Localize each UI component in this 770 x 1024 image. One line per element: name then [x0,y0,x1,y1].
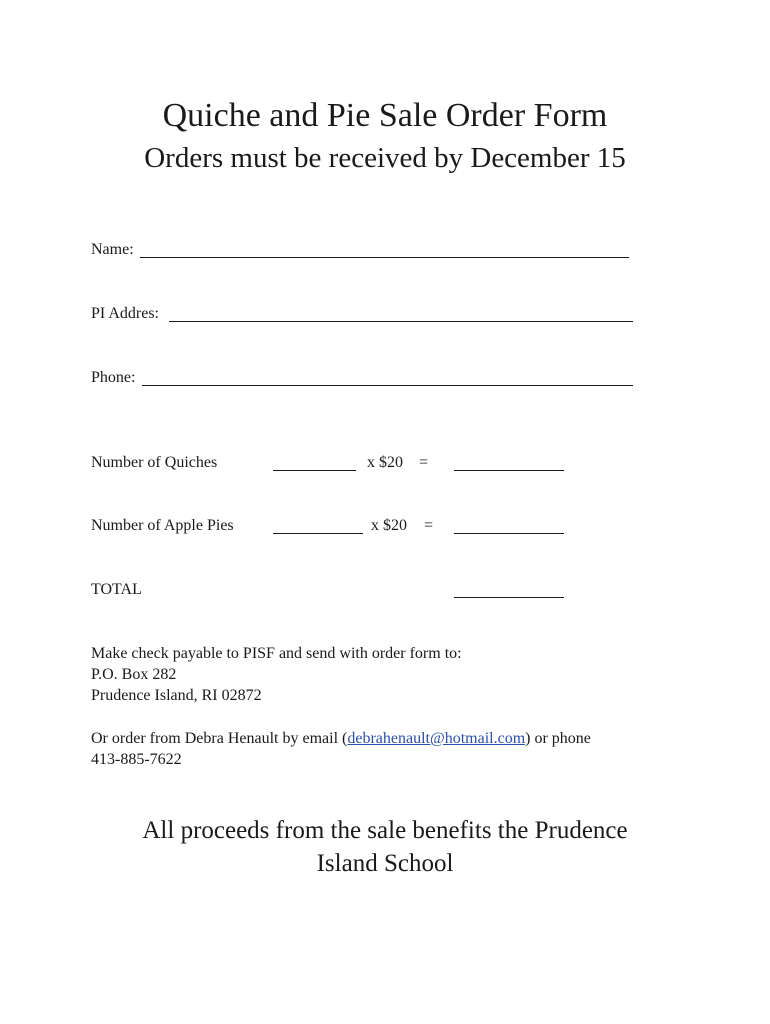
contact-line [91,728,591,749]
pie-price: x $20 [371,517,407,534]
proceeds-note-line-2: Island School [316,850,454,877]
contact-suffix: ) or phone [525,730,591,747]
phone-label: Phone: [91,369,136,386]
address-field[interactable] [169,321,633,322]
form-subtitle: Orders must be received by December 15 [144,142,626,174]
instructions-line-1: Make check payable to PISF and send with order form to: [91,645,462,662]
quiche-subtotal-field[interactable] [454,470,564,471]
proceeds-note-line-1: All proceeds from the sale benefits the Prudence [142,817,628,844]
quiche-equals: = [419,454,429,471]
mailing-address-line-1: P.O. Box 282 [91,666,177,683]
quiche-label: Number of Quiches [91,454,218,471]
pie-quantity-field[interactable] [273,533,363,534]
form-title: Quiche and Pie Sale Order Form [162,97,608,134]
email-link[interactable]: debrahenault@hotmail.com [347,730,526,747]
contact-phone: 413-885-7622 [91,751,182,768]
address-label: PI Addres: [91,305,159,322]
total-label: TOTAL [91,581,142,598]
name-field[interactable] [140,257,629,258]
quiche-quantity-field[interactable] [273,470,356,471]
proceeds-note [0,814,770,880]
contact-info [91,728,591,770]
total-field[interactable] [454,597,564,598]
pie-equals: = [424,517,434,534]
mailing-instructions [91,643,462,706]
phone-field[interactable] [142,385,633,386]
pie-label: Number of Apple Pies [91,517,234,534]
quiche-price: x $20 [367,454,403,471]
mailing-address-line-2: Prudence Island, RI 02872 [91,687,262,704]
pie-subtotal-field[interactable] [454,533,564,534]
name-label: Name: [91,241,134,258]
contact-prefix: Or order from Debra Henault by email ( [91,730,348,747]
